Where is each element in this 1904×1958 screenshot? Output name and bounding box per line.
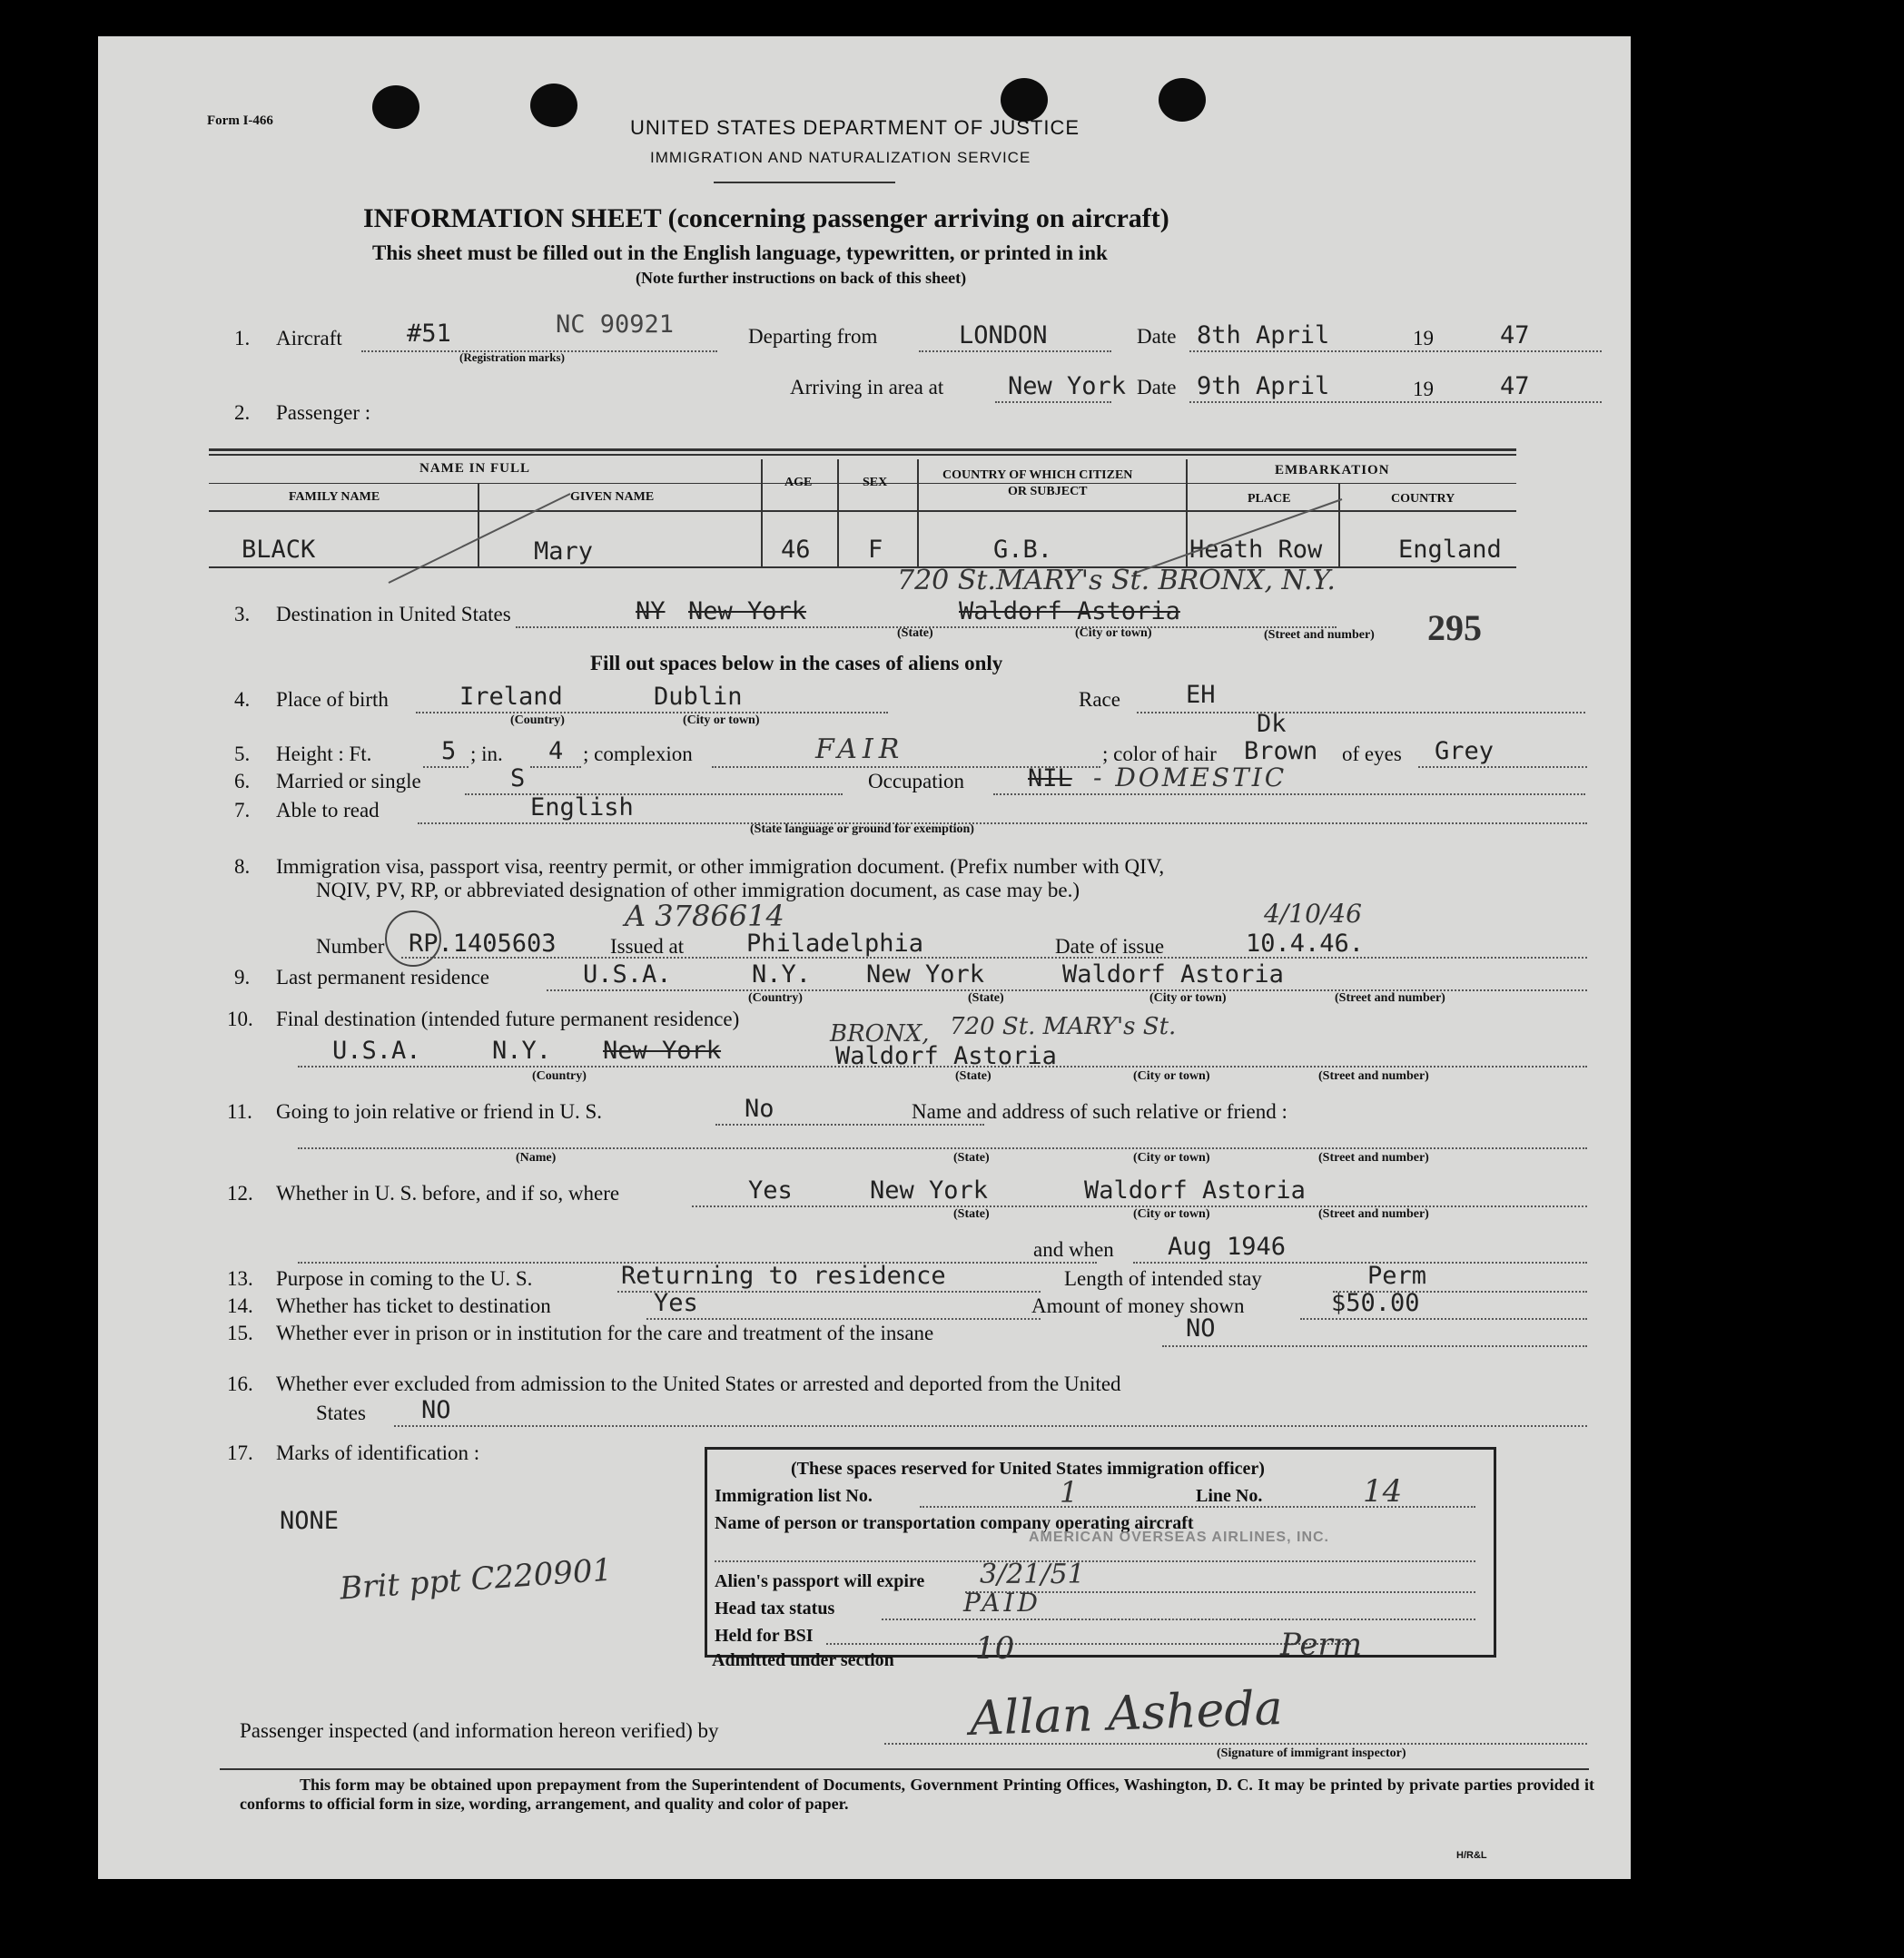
item-number: 10.: [227, 1008, 253, 1030]
stay-label: Length of intended stay: [1064, 1267, 1262, 1290]
money-label: Amount of money shown: [1031, 1294, 1245, 1317]
place-header: PLACE: [1248, 492, 1291, 506]
excluded-label-1: Whether ever excluded from admission to the United States or arrested and deported from the United: [276, 1373, 1121, 1395]
excluded-label-2: States: [316, 1402, 366, 1424]
inspected-label: Passenger inspected (and information hereon verified) by: [240, 1719, 719, 1742]
birth-city: Dublin: [654, 683, 743, 711]
marital-label: Married or single: [276, 770, 421, 792]
registration-caption: (Registration marks): [459, 350, 565, 364]
officer-box-title: (These spaces reserved for United States immigration officer): [791, 1459, 1265, 1479]
family-name-header: FAMILY NAME: [289, 490, 380, 504]
city-caption: (City or town): [1133, 1207, 1210, 1221]
eyes-value: Grey: [1435, 737, 1495, 765]
name-caption: (Name): [516, 1151, 557, 1165]
read-label: Able to read: [276, 799, 380, 822]
last-residence-country: U.S.A.: [583, 960, 672, 989]
street-caption: (Street and number): [1318, 1151, 1429, 1165]
aircraft-value: #51: [407, 320, 451, 348]
passport-expire-label: Alien's passport will expire: [715, 1571, 925, 1591]
document-text-2: NQIV, PV, RP, or abbreviated designation of other immigration document, as case may be.): [316, 879, 1080, 901]
previous-visit-street: Waldorf Astoria: [1084, 1176, 1306, 1205]
field-line: [418, 822, 1587, 824]
read-caption: (State language or ground for exemption): [750, 822, 974, 836]
state-caption: (State): [968, 991, 1004, 1005]
street-caption: (Street and number): [1318, 1207, 1429, 1221]
race-label: Race: [1079, 688, 1120, 711]
hair-value: Brown: [1244, 737, 1318, 765]
item-number: 12.: [227, 1182, 253, 1205]
occupation-value: - DOMESTIC: [1093, 763, 1287, 792]
field-line: [646, 1318, 1041, 1320]
field-line: [1300, 1318, 1587, 1320]
header-divider: [714, 182, 895, 183]
arrival-year: 47: [1500, 372, 1530, 400]
field-line: [530, 766, 581, 768]
destination-street: Waldorf Astoria: [959, 597, 1180, 625]
item-number: 11.: [227, 1100, 252, 1123]
passport-expire-value: 3/21/51: [980, 1559, 1085, 1590]
street-caption: (Street and number): [1318, 1069, 1429, 1083]
field-line: [826, 1643, 1351, 1645]
document-number-value: RP.1405603: [409, 930, 557, 958]
head-tax-label: Head tax status: [715, 1599, 835, 1619]
final-destination-state: N.Y.: [492, 1037, 552, 1065]
transport-label: Name of person or transportation company operating aircraft: [715, 1513, 1194, 1533]
country-header: COUNTRY: [1391, 492, 1455, 506]
destination-label: Destination in United States: [276, 603, 511, 625]
city-caption: (City or town): [1133, 1069, 1210, 1083]
issue-date-label: Date of issue: [1055, 935, 1165, 958]
ticket-label: Whether has ticket to destination: [276, 1294, 551, 1317]
form-number: Form I-466: [207, 113, 273, 128]
issued-label: Issued at: [610, 935, 685, 958]
prison-label: Whether ever in prison or in institution for the care and treatment of the insane: [276, 1322, 934, 1344]
item-number: 14.: [227, 1294, 253, 1317]
eyes-label: of eyes: [1342, 743, 1402, 765]
field-line: [401, 957, 1587, 959]
department-heading: UNITED STATES DEPARTMENT OF JUSTICE: [630, 116, 1080, 139]
occupation-label: Occupation: [868, 770, 965, 792]
inspector-signature: Allan Asheda: [969, 1681, 1284, 1746]
previous-visit-label: Whether in U. S. before, and if so, where: [276, 1182, 620, 1205]
last-residence-state: N.Y.: [752, 960, 812, 989]
city-caption: (City or town): [683, 713, 760, 727]
punch-hole: [1001, 78, 1048, 122]
country-citizen-header-2: OR SUBJECT: [1008, 485, 1088, 498]
join-relative-label: Going to join relative or friend in U. S.: [276, 1100, 602, 1123]
year-prefix: 19: [1413, 327, 1434, 349]
item-number: 3.: [234, 603, 251, 625]
service-heading: IMMIGRATION AND NATURALIZATION SERVICE: [650, 149, 1031, 166]
form-title: INFORMATION SHEET (concerning passenger arriving on aircraft): [363, 203, 1169, 233]
read-value: English: [530, 793, 634, 822]
country-caption: (Country): [510, 713, 565, 727]
final-destination-street: Waldorf Astoria: [835, 1042, 1057, 1070]
field-line: [394, 1425, 1587, 1427]
arriving-label: Arriving in area at: [790, 376, 944, 398]
final-destination-hand-city: BRONX,: [830, 1020, 930, 1048]
occupation-struck: NIL: [1028, 764, 1072, 792]
field-line: [965, 1591, 1475, 1593]
item-number: 16.: [227, 1373, 253, 1395]
previous-visit-city: New York: [870, 1176, 989, 1205]
arriving-value: New York: [1008, 372, 1127, 400]
when-label: and when: [1033, 1238, 1114, 1261]
item-number: 6.: [234, 770, 251, 792]
last-residence-label: Last permanent residence: [276, 966, 489, 989]
state-caption: (State): [953, 1151, 990, 1165]
item-number: 15.: [227, 1322, 253, 1344]
last-residence-city: New York: [866, 960, 985, 989]
departure-date: 8th April: [1197, 321, 1330, 349]
punch-hole: [1159, 78, 1206, 122]
departing-label: Departing from: [748, 325, 878, 348]
footer-text: This form may be obtained upon prepayment from the Superintendent of Documents, Government Printing Offices, Washington, D. C. It may be printed by private parties provided it conforms to official form in size, wording, arrangement, and quality and color of paper.: [240, 1776, 1594, 1813]
bsi-label: Held for BSI: [715, 1626, 814, 1646]
line-number-label: Line No.: [1196, 1486, 1263, 1506]
immigration-list-value: 1: [1060, 1475, 1079, 1510]
purpose-value: Returning to residence: [621, 1262, 946, 1290]
identification-label: Marks of identification :: [276, 1441, 480, 1464]
field-line: [882, 1619, 1475, 1620]
document-hand-number: A 3786614: [625, 899, 784, 933]
punch-hole: [372, 85, 419, 129]
item-number: 7.: [234, 799, 251, 822]
departure-year: 47: [1500, 321, 1530, 349]
item-number: 1.: [234, 327, 251, 349]
stay-value: Perm: [1367, 1262, 1427, 1290]
issue-date-value: 10.4.46.: [1246, 930, 1365, 958]
state-caption: (State): [897, 626, 933, 640]
family-name-value: BLACK: [242, 536, 316, 564]
admitted-section-value: 10: [975, 1630, 1015, 1667]
item-number: 17.: [227, 1441, 253, 1464]
last-residence-street: Waldorf Astoria: [1062, 960, 1284, 989]
hair-label: ; color of hair: [1102, 743, 1217, 765]
item-number: 4.: [234, 688, 251, 711]
item-number: 9.: [234, 966, 251, 989]
form-note: (Note further instructions on back of this sheet): [636, 269, 967, 287]
join-relative-value: No: [745, 1095, 774, 1123]
footer-divider: [220, 1768, 1589, 1770]
age-value: 46: [781, 536, 811, 564]
item-number: 13.: [227, 1267, 253, 1290]
item-number: 8.: [234, 855, 251, 878]
state-caption: (State): [953, 1207, 990, 1221]
field-line: [715, 1124, 984, 1126]
country-caption: (Country): [748, 991, 803, 1005]
relative-name-label: Name and address of such relative or friend :: [912, 1100, 1287, 1123]
field-line: [995, 401, 1111, 403]
document-number-label: Number: [316, 935, 385, 958]
punch-hole: [530, 84, 577, 127]
when-value: Aug 1946: [1168, 1233, 1287, 1261]
field-line: [993, 793, 1585, 795]
destination-handwritten: 720 St.MARY's St. BRONX, N.Y.: [897, 565, 1336, 596]
height-ft: 5: [441, 737, 457, 765]
country-citizen-header: COUNTRY OF WHICH CITIZEN: [942, 468, 1133, 482]
height-label: Height : Ft.: [276, 743, 372, 765]
admitted-section-label: Admitted under section: [712, 1650, 894, 1670]
embarkation-header: EMBARKATION: [1275, 463, 1390, 477]
purpose-label: Purpose in coming to the U. S.: [276, 1267, 533, 1290]
date-label: Date: [1137, 376, 1177, 398]
final-destination-city: New York: [603, 1037, 722, 1065]
stamp-number: 295: [1427, 607, 1482, 648]
final-destination-hand-street: 720 St. MARY's St.: [950, 1013, 1177, 1040]
officer-box: [705, 1447, 1496, 1658]
identification-handwritten: Brit ppt C220901: [338, 1551, 614, 1608]
city-caption: (City or town): [1075, 626, 1152, 640]
state-caption: (State): [955, 1069, 991, 1083]
money-value: $50.00: [1331, 1289, 1420, 1317]
field-line: [715, 1560, 1475, 1562]
year-prefix: 19: [1413, 378, 1434, 400]
issued-value: Philadelphia: [746, 930, 924, 958]
citizen-value: G.B.: [993, 536, 1053, 564]
field-line: [1418, 766, 1587, 768]
birth-country: Ireland: [459, 683, 563, 711]
immigration-list-label: Immigration list No.: [715, 1486, 873, 1506]
arrival-date: 9th April: [1197, 372, 1330, 400]
field-line: [1137, 712, 1585, 713]
excluded-value: NO: [421, 1396, 451, 1424]
item-number: 2.: [234, 401, 251, 424]
field-line: [298, 1147, 1587, 1149]
age-header: AGE: [784, 476, 813, 489]
city-caption: (City or town): [1133, 1151, 1210, 1165]
admitted-section-note: Perm: [1280, 1627, 1362, 1663]
departing-value: LONDON: [959, 321, 1048, 349]
final-destination-label: Final destination (intended future permanent residence): [276, 1008, 740, 1030]
field-line: [1189, 401, 1602, 403]
field-line: [416, 712, 888, 713]
aircraft-label: Aircraft: [276, 327, 342, 349]
document-hand-date: 4/10/46: [1264, 899, 1362, 929]
sex-header: SEX: [863, 476, 888, 489]
street-caption: (Street and number): [1335, 991, 1445, 1005]
registration-value: NC 90921: [556, 310, 675, 339]
form-subtitle: This sheet must be filled out in the English language, typewritten, or printed in ink: [372, 241, 1108, 264]
race-value: EH: [1186, 681, 1216, 709]
document-text-1: Immigration visa, passport visa, reentry permit, or other immigration document. (Prefix number with QIV,: [276, 855, 1165, 878]
field-line: [1162, 1345, 1587, 1347]
print-code: H/R&L: [1456, 1850, 1487, 1861]
field-line: [423, 766, 469, 768]
item-number: 5.: [234, 743, 251, 765]
embarkation-country-value: England: [1398, 536, 1502, 564]
given-name-header: GIVEN NAME: [570, 490, 655, 504]
destination-city: New York: [688, 597, 807, 625]
signature-caption: (Signature of immigrant inspector): [1217, 1746, 1406, 1760]
head-tax-value: PAID: [963, 1588, 1041, 1618]
birth-label: Place of birth: [276, 688, 389, 711]
given-name-value: Mary: [534, 537, 594, 566]
pen-stroke: [370, 481, 588, 590]
field-line: [1133, 1262, 1587, 1264]
height-in: 4: [548, 737, 564, 765]
street-caption: (Street and number): [1264, 628, 1375, 642]
field-line: [465, 793, 843, 795]
destination-state: NY: [636, 597, 666, 625]
form-sheet: [98, 36, 1631, 1879]
field-line: [1189, 350, 1602, 352]
passenger-label: Passenger :: [276, 401, 371, 424]
name-in-full-header: NAME IN FULL: [419, 461, 531, 476]
city-caption: (City or town): [1149, 991, 1227, 1005]
transport-stamp: AMERICAN OVERSEAS AIRLINES, INC.: [1029, 1530, 1329, 1545]
aliens-heading: Fill out spaces below in the cases of aliens only: [590, 652, 1003, 674]
complexion-label: ; complexion: [583, 743, 693, 765]
prison-value: NO: [1186, 1314, 1216, 1343]
line-number-value: 14: [1363, 1473, 1403, 1510]
previous-visit-value: Yes: [748, 1176, 793, 1205]
ticket-value: Yes: [654, 1289, 698, 1317]
sex-value: F: [868, 536, 883, 564]
date-label: Date: [1137, 325, 1177, 348]
field-line: [919, 350, 1111, 352]
final-destination-country: U.S.A.: [332, 1037, 421, 1065]
hair-note: Dk: [1257, 710, 1287, 738]
embarkation-place-value: Heath Row: [1189, 536, 1323, 564]
height-in-label: ; in.: [470, 743, 503, 765]
complexion-value: FAIR: [815, 733, 905, 765]
marital-value: S: [510, 764, 526, 792]
identification-value: NONE: [280, 1507, 340, 1535]
country-caption: (Country): [532, 1069, 587, 1083]
